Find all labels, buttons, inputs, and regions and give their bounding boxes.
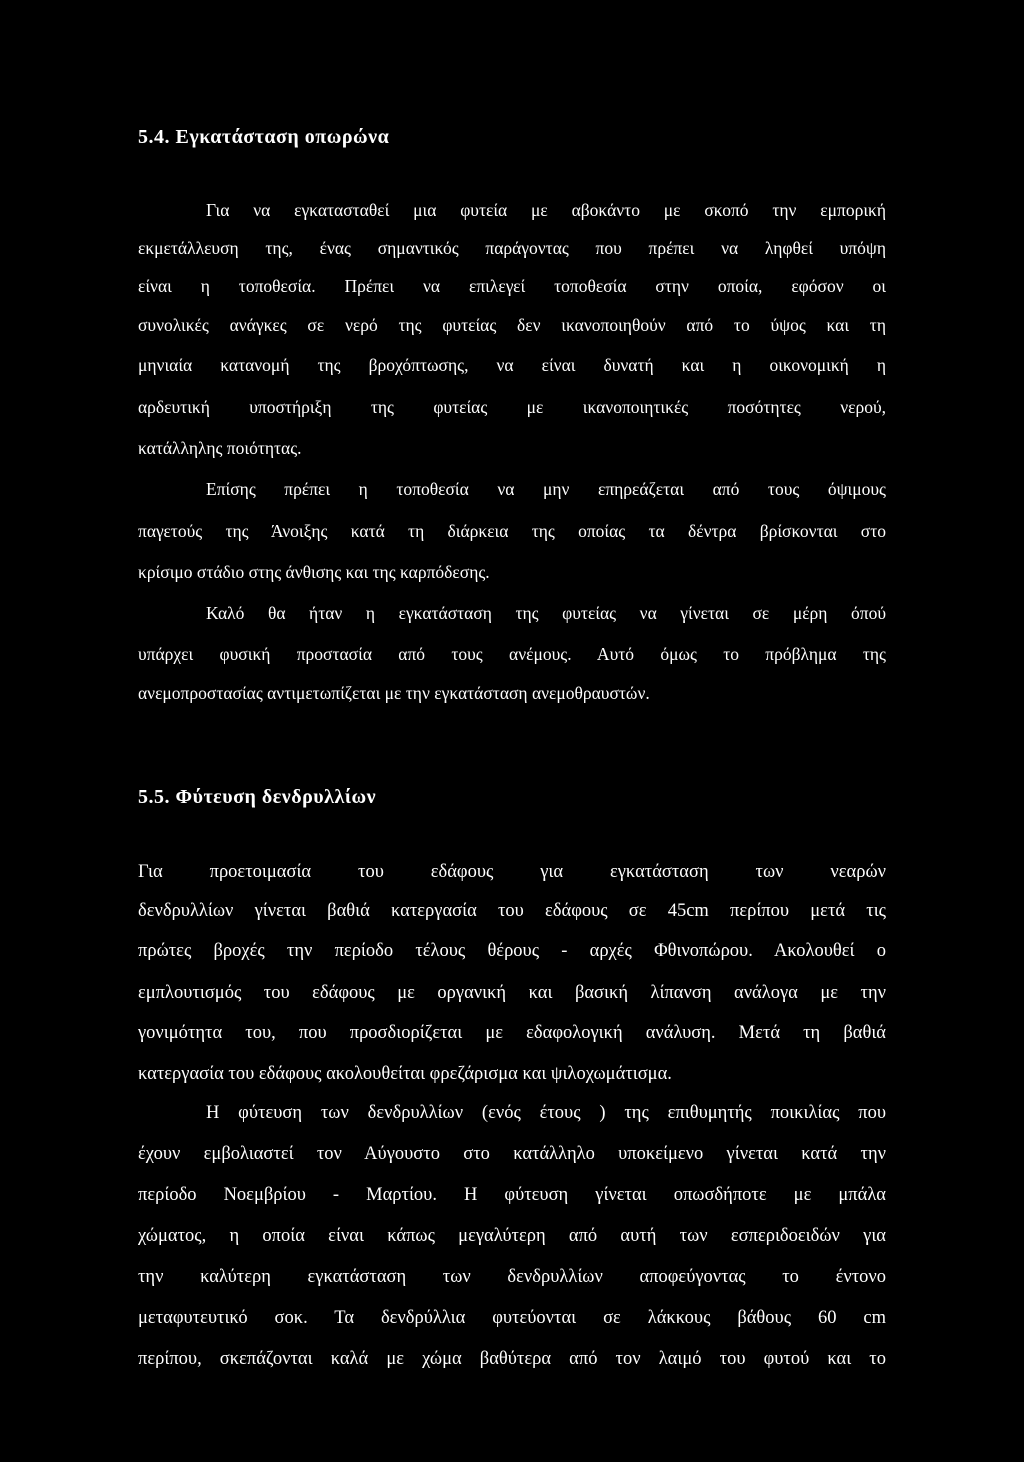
text-line: περίπου, σκεπάζονται καλά με χώμα βαθύτερα από τον λαιμό του φυτού και το [138, 1349, 886, 1369]
section-heading-5-5: 5.5. Φύτευση δενδρυλλίων [138, 786, 377, 808]
text-line: Η φύτευση των δενδρυλλίων (ενός έτους ) της επιθυμητής ποικιλίας που [206, 1103, 886, 1123]
text-line: Καλό θα ήταν η εγκατάσταση της φυτείας να γίνεται σε μέρη όπού [206, 603, 886, 623]
text-line: Επίσης πρέπει η τοποθεσία να μην επηρεάζεται από τους όψιμους [206, 479, 886, 499]
text-line: ανεμοπροστασίας αντιμετωπίζεται με την εγκατάσταση ανεμοθραυστών. [138, 683, 650, 703]
text-line: συνολικές ανάγκες σε νερό της φυτείας δεν ικανοποιηθούν από το ύψος και τη [138, 315, 886, 335]
text-line: κατεργασία του εδάφους ακολουθείται φρεζάρισμα και ψιλοχωμάτισμα. [138, 1064, 672, 1084]
text-line: αρδευτική υποστήριξη της φυτείας με ικανοποιητικές ποσότητες νερού, [138, 397, 886, 417]
text-line: έχουν εμβολιαστεί τον Αύγουστο στο κατάλληλο υποκείμενο γίνεται κατά την [138, 1144, 886, 1164]
text-line: Για να εγκατασταθεί μια φυτεία με αβοκάντο με σκοπό την εμπορική [206, 200, 886, 220]
text-line: παγετούς της Άνοιξης κατά τη διάρκεια της οποίας τα δέντρα βρίσκονται στο [138, 521, 886, 541]
text-line: κατάλληλης ποιότητας. [138, 438, 302, 458]
text-line: την καλύτερη εγκατάσταση των δενδρυλλίων αποφεύγοντας το έντονο [138, 1267, 886, 1287]
text-line: Για προετοιμασία του εδάφους για εγκατάσταση των νεαρών [138, 862, 886, 882]
text-line: εμπλουτισμός του εδάφους με οργανική και βασική λίπανση ανάλογα με την [138, 983, 886, 1003]
text-line: χώματος, η οποία είναι κάπως μεγαλύτερη από αυτή των εσπεριδοειδών για [138, 1226, 886, 1246]
text-line: μεταφυτευτικό σοκ. Τα δενδρύλλια φυτεύονται σε λάκκους βάθους 60 cm [138, 1308, 886, 1328]
text-line: περίοδο Νοεμβρίου - Μαρτίου. Η φύτευση γίνεται οπωσδήποτε με μπάλα [138, 1185, 886, 1205]
text-line: είναι η τοποθεσία. Πρέπει να επιλεγεί τοποθεσία στην οποία, εφόσον οι [138, 276, 886, 296]
text-line: κρίσιμο στάδιο στης άνθισης και της καρπόδεσης. [138, 562, 490, 582]
section-heading-5-4: 5.4. Εγκατάσταση οπωρώνα [138, 126, 390, 148]
text-line: δενδρυλλίων γίνεται βαθιά κατεργασία του εδάφους σε 45cm περίπου μετά τις [138, 901, 886, 921]
text-line: γονιμότητα του, που προσδιορίζεται με εδαφολογική ανάλυση. Μετά τη βαθιά [138, 1023, 886, 1043]
text-line: μηνιαία κατανομή της βροχόπτωσης, να είναι δυνατή και η οικονομική η [138, 355, 886, 375]
text-line: πρώτες βροχές την περίοδο τέλους θέρους - αρχές Φθινοπώρου. Ακολουθεί ο [138, 941, 886, 961]
text-line: υπάρχει φυσική προστασία από τους ανέμους. Αυτό όμως το πρόβλημα της [138, 644, 886, 664]
text-line: εκμετάλλευση της, ένας σημαντικός παράγοντας που πρέπει να ληφθεί υπόψη [138, 238, 886, 258]
